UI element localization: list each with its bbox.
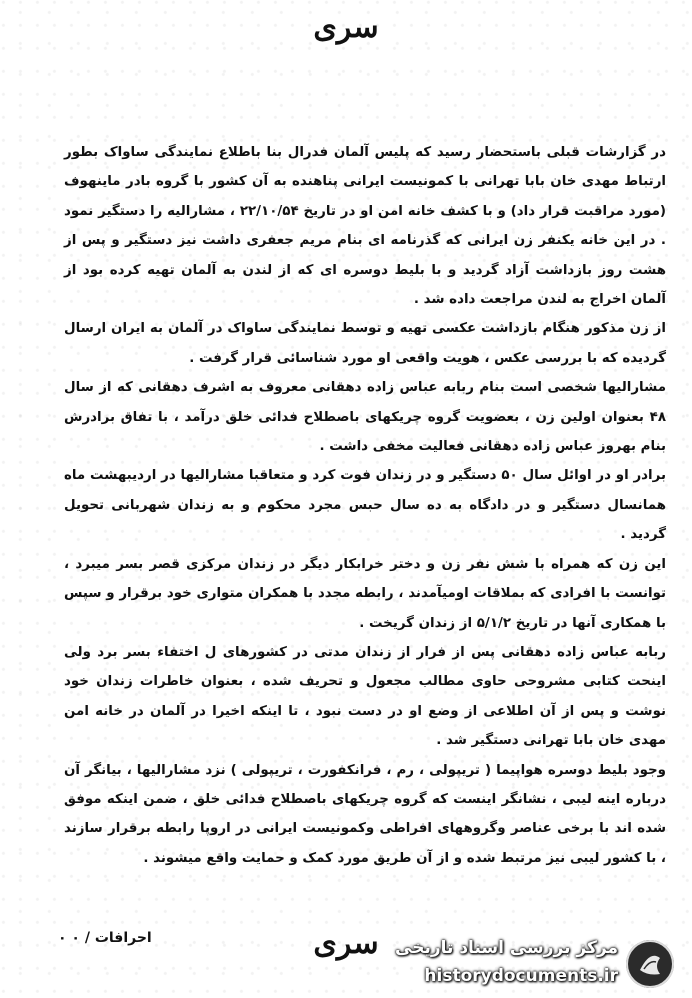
paragraph-3: مشارالیها شخصی است بنام ربابه عباس زاده دهقانی معروف به اشرف دهقانی که از سال ۴۸ بعنوان اولین زن ، بعضویت گروه چریکهای باصطلاح فدائی خلق درآمد ، با تفاق برادرش بنام بهروز عباس زاده دهقانی فعالیت مخفی داشت . [64,380,666,455]
paragraph-2: از زن مذکور هنگام بازداشت عکسی تهیه و توسط نمایندگی ساواک در آلمان به ایران ارسال گردیده که با بررسی عکس ، هویت واقعی او مورد شناسائی قرار گرفت . [64,321,666,366]
classification-footer: سری [313,926,379,961]
watermark [352,936,682,992]
document-reference: احرافات / ۰ ۰ [58,930,152,946]
paragraph-6: ربابه عباس زاده دهقانی پس از فرار از زندان مدتی در کشورهای ل اختفاء بسر برد ولی اینحت کتابی مشروحی حاوی مطالب مجعول و تحریف شده ، بعنوان خاطرات زندان خود نوشت و پس از آن اطلاعی از وضع او در دست نبود ، تا اینکه اخیرا در آلمان در خانه امن مهدی خان بابا تهرانی دستگیر شد . [64,644,666,749]
paragraph-7: وجود بلیط دوسره هواپیما ( تریپولی ، رم ، فرانکفورت ، تریپولی ) نزد مشارالیها ، بیانگر آن درباره اینه لیبی ، نشانگر اینست که گروه چریکهای باصطلاح فدائی خلق ، ضمن اینکه موفق شده اند با برخی عناصر وگروههای افراطی وکمونیست ایرانی در اروپا رابطه برقرار سازند ، با کشور لیبی نیز مرتبط شده و از آن طریق مورد کمک و حمایت واقع میشوند . [64,762,666,866]
scroll-icon [626,940,674,988]
watermark-url: historydocuments.ir [424,966,618,986]
paragraph-5: این زن که همراه با شش نفر زن و دختر خرابکار دیگر در زندان مرکزی قصر بسر میبرد ، توانست با افرادی که بملاقات اومیآمدند ، رابطه مجدد با همکران متواری خود برقرار و سپس با همکاری آنها در تاریخ ۵/۱/۲ از زندان گریخت . [64,556,666,631]
classification-header: سری [313,10,379,45]
paragraph-4: برادر او در اوائل سال ۵۰ دستگیر و در زندان فوت کرد و متعاقبا مشارالیها در اردیبهشت ماه همانسال دستگیر و در دادگاه به ده سال حبس مجرد محکوم و به زندان شهربانی تحویل گردید . [64,468,666,543]
document-body [64,138,666,873]
paragraph-1: در گزارشات قبلی باستحضار رسید که پلیس آلمان فدرال بنا باطلاع نمایندگی ساواک بطور ارتباط مهدی خان بابا تهرانی با کمونیست ایرانی پناهنده به آن کشور با گروه بادر ماینهوف (مورد مراقبت قرار داد) و با کشف خانه امن او در تاریخ ۲۲/۱۰/۵۴ ، مشارالیه را دستگیر نمود . در این خانه یکنفر زن ایرانی که گذرنامه ای بنام مریم جعفری داشت نیز دستگیر و پس از هشت روز بازداشت آزاد گردید و با بلیط دوسره ای که از لندن به آلمان تهیه کرده بود از آلمان اخراج به لندن مراجعت داده شد . [64,145,666,308]
watermark-name: مرکز بررسی اسناد تاریخی [395,938,618,958]
